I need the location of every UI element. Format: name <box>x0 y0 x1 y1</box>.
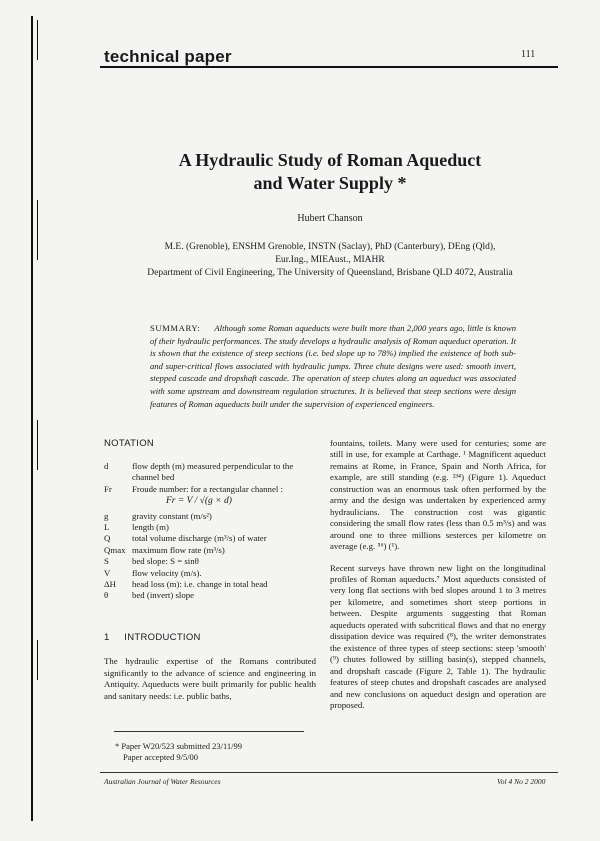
notation-row <box>104 511 316 522</box>
notation-symbol: S <box>104 556 109 567</box>
summary-text: Although some Roman aqueducts were built more than 2,000 years ago, little is known of their hydraulic performances. The study develops a hydraulic analysis of Roman aqueduct operation. It is shown that the existence of steep sections (i.e. bed slope up to 78%) implied the existence of both sub- and super-critical flows associated with hydraulic jumps. Three chute designs were used: smooth invert, stepped cascade and dropshaft cascade. The operation of steep chutes along an aqueduct was associated with some upstream and downstream regulation structures. It is believed that steep sections were design features of Roman aqueducts built under the supervision of experienced engineers. <box>150 323 516 409</box>
scan-edge-mark <box>37 640 38 680</box>
notation-definition: gravity constant (m/s²) <box>132 510 212 521</box>
summary-label: SUMMARY: <box>150 323 201 333</box>
notation-definition: bed slope: S = sinθ <box>132 556 199 567</box>
scan-edge-mark <box>37 20 38 60</box>
title-line-1: A Hydraulic Study of Roman Aqueduct <box>178 150 482 170</box>
page-number: 111 <box>521 49 536 60</box>
footer-volume: Vol 4 No 2 2000 <box>497 777 546 786</box>
paper-title <box>100 149 560 195</box>
notation-definition: head loss (m): i.e. change in total head <box>132 579 268 590</box>
notation-definition: maximum flow rate (m³/s) <box>132 544 225 555</box>
qualifications-line-2: Eur.Ing., MIEAust., MIAHR <box>275 254 385 265</box>
body-paragraph: fountains, toilets. Many were used for centuries; some are still in use, for example at Carthage. ¹ Magnificent aqueduct remains at Rome, in France, Spain and North Africa, for example, are still standing (e.g. ²³⁴) (Figure 1). Aqueduct construction was an enormous task often performed by the army and the design was undertaken by experienced army hydraulicians. The construction cost was gigantic considering the small flow rates (less than 0.5 m³/s) and was around one to three millions sesterces per kilometre on average (e.g. ⁵⁶) (¹). <box>330 438 546 552</box>
notation-definition: flow velocity (m/s). <box>132 567 202 578</box>
notation-symbol: L <box>104 522 110 533</box>
title-line-2: and Water Supply * <box>253 173 407 193</box>
notation-symbol: ΔH <box>104 579 117 590</box>
footnote <box>115 741 315 763</box>
scan-edge-line <box>31 16 33 821</box>
notation-row <box>104 568 316 579</box>
notation-symbol: d <box>104 461 109 471</box>
author-affiliation: Department of Civil Engineering, The University of Queensland, Brisbane QLD 4072, Australia <box>147 268 513 278</box>
notation-definition: Froude number: for a rectangular channel : <box>132 483 283 494</box>
footer-rule <box>100 772 558 773</box>
froude-formula: Fr = V / √(g × d) <box>166 496 232 507</box>
footnote-rule <box>114 731 304 732</box>
notation-row <box>104 522 316 533</box>
notation-row <box>104 545 316 556</box>
notation-symbol: Qmax <box>104 544 126 555</box>
notation-row <box>104 579 316 590</box>
scan-edge-mark <box>37 420 38 470</box>
summary-block <box>150 322 516 410</box>
notation-symbol: g <box>104 510 109 521</box>
introduction-heading: 1 INTRODUCTION <box>104 632 201 643</box>
scan-edge-mark <box>37 200 38 260</box>
notation-symbol: Q <box>104 533 111 544</box>
right-column <box>330 438 546 721</box>
notation-symbol: V <box>104 567 111 578</box>
footnote-line-2: Paper accepted 9/5/00 <box>123 752 199 762</box>
notation-row <box>104 461 316 484</box>
notation-definition: flow depth (m) measured perpendicular to the channel bed <box>132 461 294 483</box>
author-name: Hubert Chanson <box>297 213 363 224</box>
body-paragraph: Recent surveys have thrown new light on the longitudinal profiles of Roman aqueducts.⁷ Most aqueducts consisted of very long flat sections with bed slopes around 1 to 3 metres per kilometre, and sometimes short steep portions in between. Despite arguments suggesting that Roman aqueducts operated with subcritical flows and that no energy dissipation device was required (⁸), the writer demonstrates the existence of three types of steep sections: steep 'smooth' (⁹) chutes followed by stilling basin(s), stepped channels, and dropshaft cascade (Figure 2, Table 1). The hydraulic features of steep chutes and dropshaft cascades are analysed and new conclusions on aqueduct design and operation are proposed. <box>330 562 546 710</box>
notation-row <box>104 484 316 495</box>
notation-heading: NOTATION <box>104 438 155 449</box>
notation-symbol: Fr <box>104 483 112 494</box>
notation-definition: length (m) <box>132 522 169 533</box>
notation-row <box>104 533 316 544</box>
notation-row <box>104 556 316 567</box>
author-qualifications <box>100 241 560 266</box>
header-rule <box>100 66 558 68</box>
notation-definition: total volume discharge (m³/s) of water <box>132 533 267 544</box>
qualifications-line-1: M.E. (Grenoble), ENSHM Grenoble, INSTN (Saclay), PhD (Canterbury), DEng (Qld), <box>164 242 496 252</box>
footnote-line-1: * Paper W20/523 submitted 23/11/99 <box>115 741 243 751</box>
notation-symbol: θ <box>104 590 109 601</box>
notation-definition: bed (invert) slope <box>132 590 195 601</box>
footer-journal: Australian Journal of Water Resources <box>104 777 221 786</box>
notation-row <box>104 590 316 601</box>
notation-list <box>104 461 316 602</box>
section-header: technical paper <box>104 47 232 66</box>
introduction-text: The hydraulic expertise of the Romans contributed significantly to the advance of science and engineering in Antiquity. Aqueducts were built primarily for public health and sanitary needs: i.e. public baths, <box>104 656 316 701</box>
